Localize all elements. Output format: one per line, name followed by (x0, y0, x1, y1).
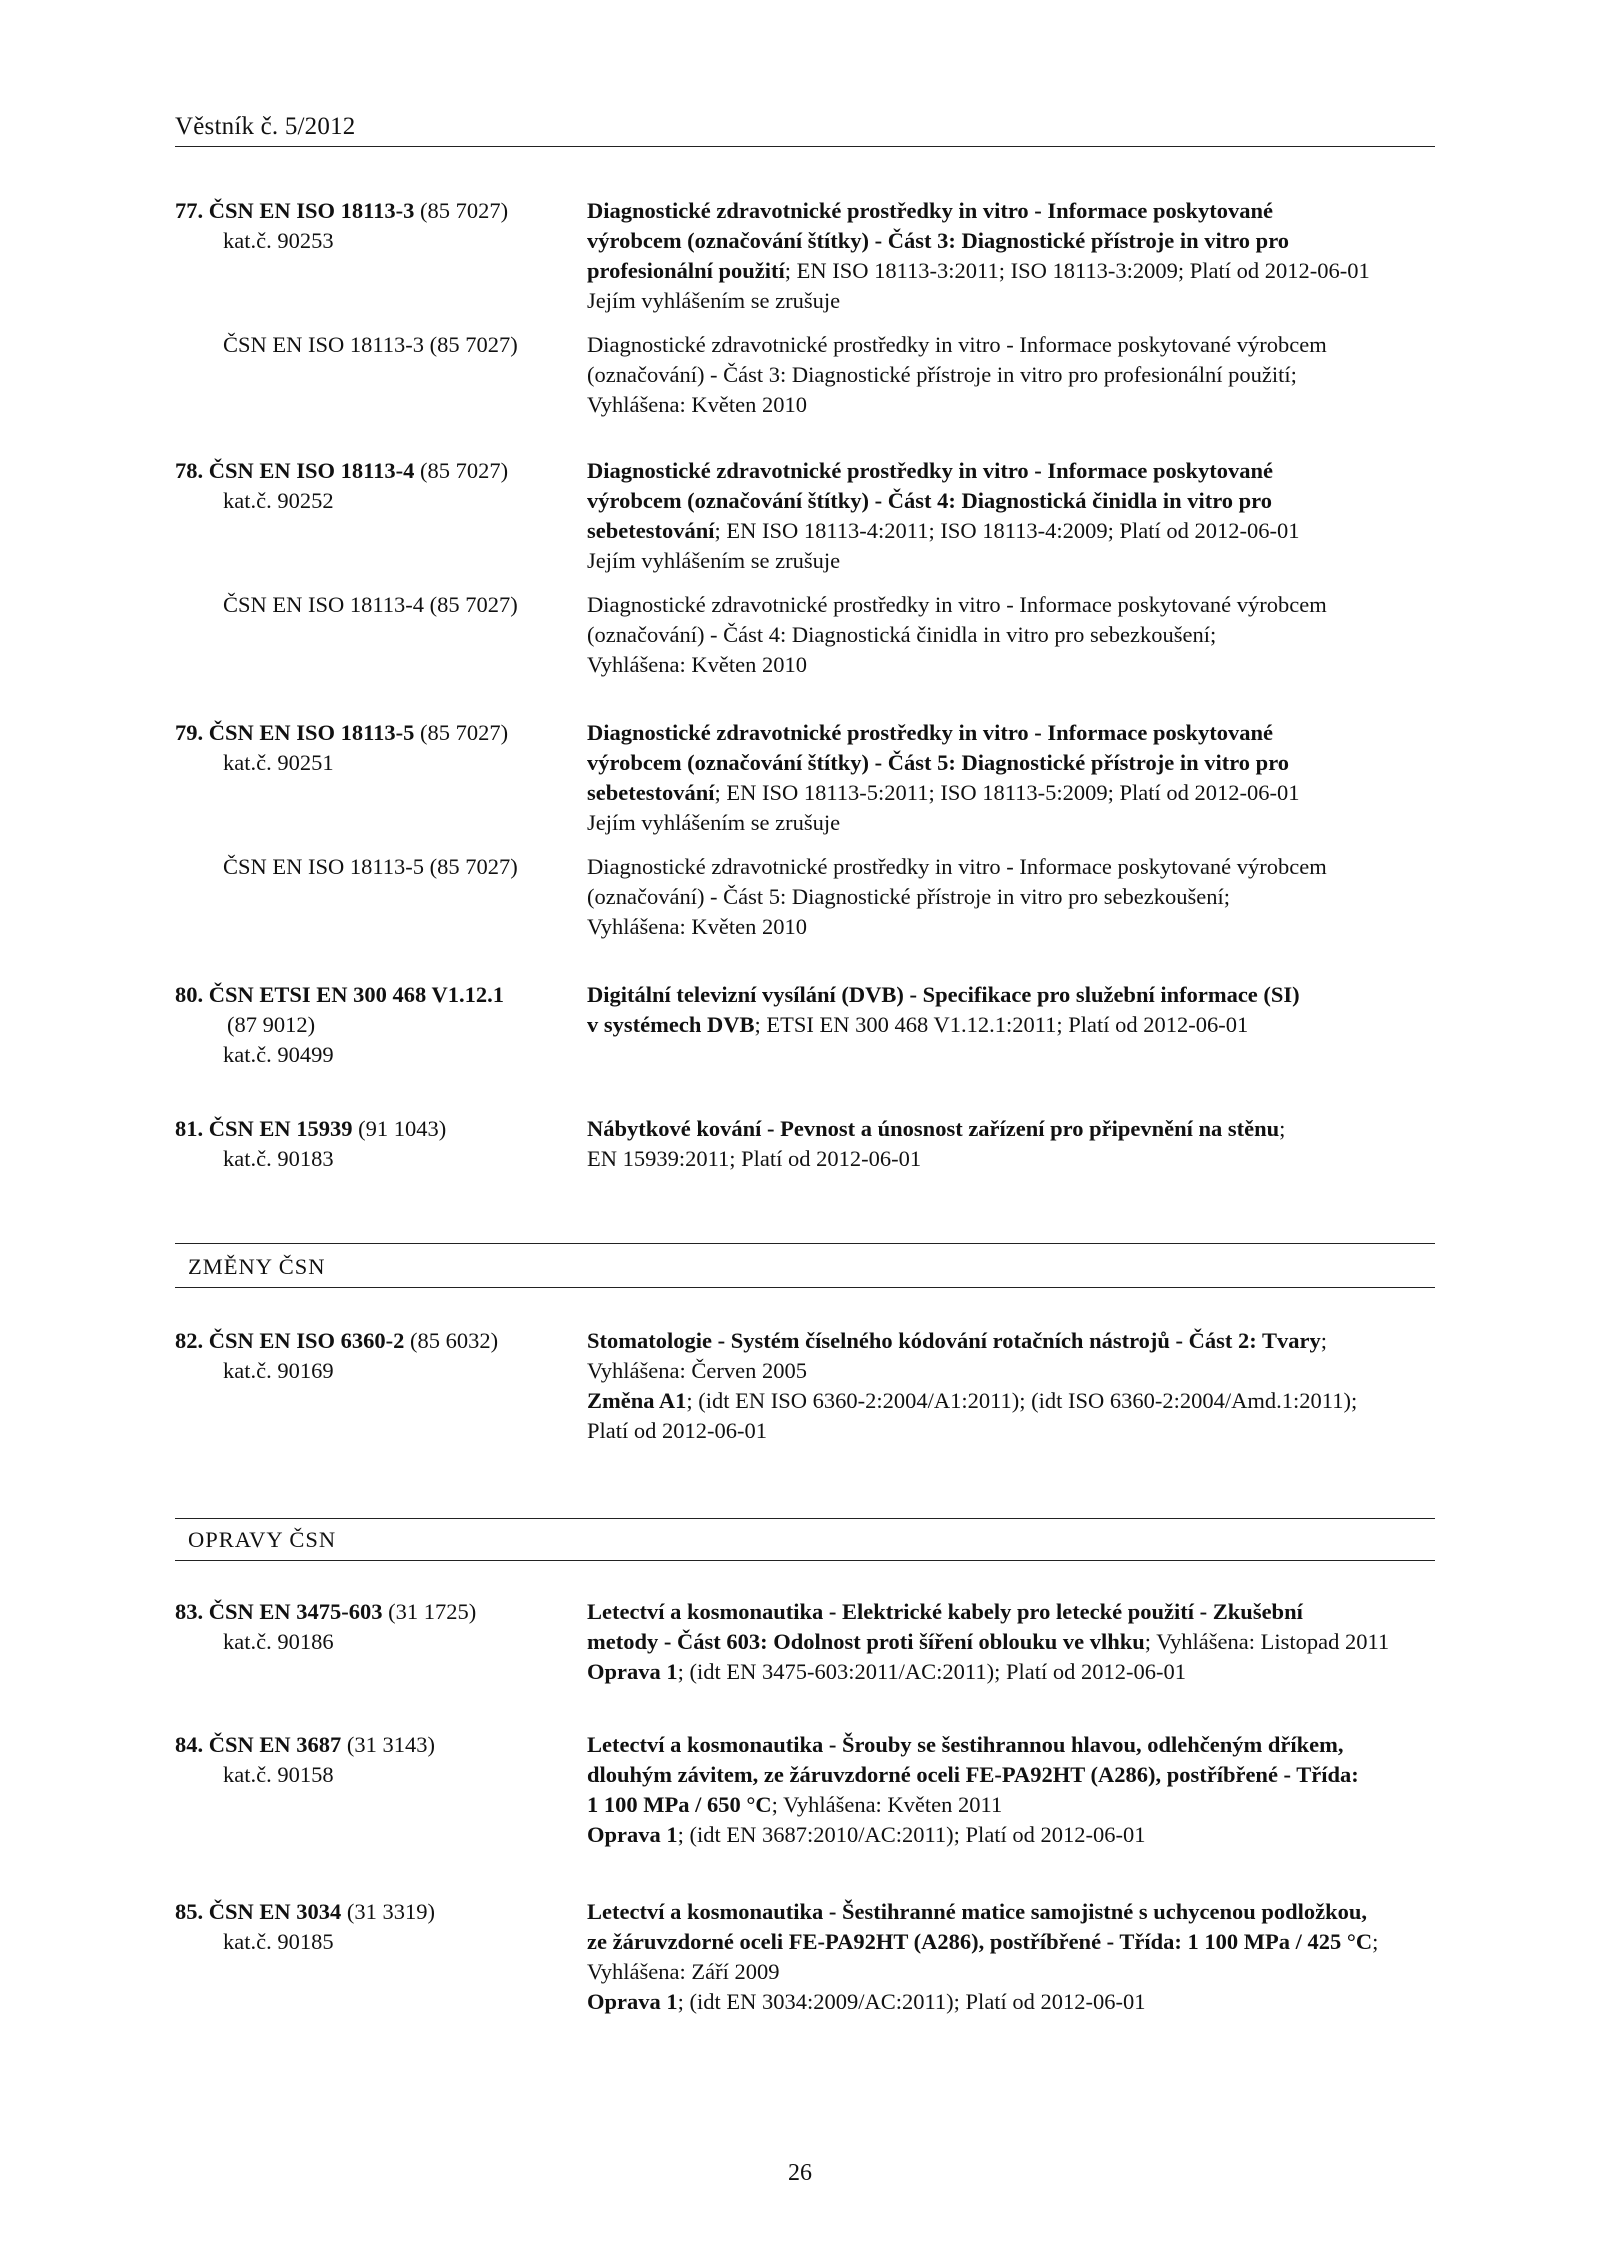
entry-number: 80. (175, 982, 204, 1007)
replaced-standard-code: ČSN EN ISO 18113-5 (85 7027) (223, 854, 518, 879)
classification-code: (85 7027) (420, 198, 509, 223)
entry-description (587, 980, 1427, 1040)
description-line: Diagnostické zdravotnické prostředky in vitro - Informace poskytované výrobcem (587, 592, 1327, 617)
entry-code-line (175, 1730, 575, 1760)
page-number: 26 (788, 2160, 812, 2186)
description-line: Vyhlášena: Květen 2010 (587, 652, 807, 677)
description-line (587, 1114, 1427, 1144)
description-line (587, 1326, 1427, 1356)
entry-identifier (175, 1730, 575, 1790)
bold-title-text: Diagnostické zdravotnické prostředky in vitro - Informace poskytované (587, 458, 1274, 483)
entry-description (587, 456, 1427, 680)
bold-title-text: metody - Část 603: Odolnost proti šíření oblouku ve vlhku (587, 1629, 1145, 1654)
description-line (587, 1416, 1427, 1446)
standard-code: ČSN EN ISO 18113-5 (208, 720, 415, 745)
description-line (587, 1144, 1427, 1174)
description-line (587, 1790, 1427, 1820)
classification-code: (85 6032) (410, 1328, 499, 1353)
catalog-number: kat.č. 90169 (223, 1358, 334, 1383)
entry-number: 84. (175, 1732, 204, 1757)
description-line (587, 226, 1427, 256)
catalog-number: kat.č. 90251 (223, 750, 334, 775)
description-line (587, 1760, 1427, 1790)
detail-text: ; EN ISO 18113-5:2011; ISO 18113-5:2009; Platí od 2012-06-01 (714, 780, 1300, 805)
catalog-number: kat.č. 90183 (223, 1146, 334, 1171)
entry-description (587, 1597, 1427, 1687)
entry-number: 83. (175, 1599, 204, 1624)
replaced-standard-code: ČSN EN ISO 18113-3 (85 7027) (223, 332, 518, 357)
description-line (587, 808, 1427, 838)
entry-description (587, 1326, 1427, 1446)
description-line (587, 196, 1427, 226)
section-title-corrections: OPRAVY ČSN (188, 1527, 337, 1552)
bold-title-text: Diagnostické zdravotnické prostředky in vitro - Informace poskytované (587, 720, 1274, 745)
classification-code: (91 1043) (358, 1116, 447, 1141)
entry-code-line (175, 718, 575, 748)
classification-code: (87 9012) (227, 1012, 316, 1037)
detail-text: ; (1372, 1929, 1379, 1954)
description-line (587, 1010, 1427, 1040)
entry-description (587, 1114, 1427, 1174)
classification-code: (31 1725) (388, 1599, 477, 1624)
standard-code: ČSN EN 3034 (208, 1899, 342, 1924)
standard-code: ČSN EN ISO 18113-4 (208, 458, 415, 483)
replaced-standard-description (587, 330, 1427, 420)
bold-title-text: sebetestování (587, 518, 715, 543)
description-line (587, 256, 1427, 286)
standard-code: ČSN EN ISO 6360-2 (208, 1328, 405, 1353)
detail-text: ; (idt EN 3687:2010/AC:2011); Platí od 2012-06-01 (677, 1822, 1146, 1847)
description-line (587, 748, 1427, 778)
description-line: (označování) - Část 5: Diagnostické přístroje in vitro pro sebezkoušení; (587, 884, 1230, 909)
detail-text: Jejím vyhlášením se zrušuje (587, 810, 841, 835)
entry-code-line (175, 1897, 575, 1927)
description-line (587, 1627, 1427, 1657)
description-line (587, 1987, 1427, 2017)
entry-description (587, 1730, 1427, 1850)
detail-text: ; (idt EN ISO 6360-2:2004/A1:2011); (idt ISO 6360-2:2004/Amd.1:2011); (686, 1388, 1358, 1413)
bold-title-text: Letectví a kosmonautika - Šrouby se šestihrannou hlavou, odlehčeným dříkem, (587, 1732, 1344, 1757)
detail-text: EN 15939:2011; Platí od 2012-06-01 (587, 1146, 922, 1171)
standard-code: ČSN EN 3475-603 (208, 1599, 383, 1624)
entry-number: 81. (175, 1116, 204, 1141)
description-line: Vyhlášena: Květen 2010 (587, 914, 807, 939)
entry-identifier (175, 196, 575, 360)
bold-title-text: Diagnostické zdravotnické prostředky in vitro - Informace poskytované (587, 198, 1274, 223)
section-rule-top (175, 1518, 1435, 1519)
description-line (587, 1957, 1427, 1987)
bold-title-text: výrobcem (označování štítky) - Část 5: Diagnostické přístroje in vitro pro (587, 750, 1290, 775)
entry-identifier (175, 1114, 575, 1174)
entry-identifier (175, 456, 575, 620)
detail-text: ; (1279, 1116, 1286, 1141)
entry-identifier (175, 980, 575, 1070)
classification-code: (85 7027) (420, 720, 509, 745)
section-title-changes: ZMĚNY ČSN (188, 1254, 326, 1279)
bold-title-text: Oprava 1 (587, 1989, 678, 2014)
description-line (587, 516, 1427, 546)
entry-code-line (175, 196, 575, 226)
classification-code: (85 7027) (420, 458, 509, 483)
description-line (587, 456, 1427, 486)
detail-text: Jejím vyhlášením se zrušuje (587, 548, 841, 573)
description-line (587, 1897, 1427, 1927)
detail-text: ; (1320, 1328, 1328, 1353)
detail-text: ; EN ISO 18113-3:2011; ISO 18113-3:2009; Platí od 2012-06-01 (784, 258, 1370, 283)
description-line (587, 1820, 1427, 1850)
entry-number: 77. (175, 198, 204, 223)
classification-code: (31 3319) (346, 1899, 436, 1924)
catalog-number: kat.č. 90253 (223, 228, 334, 253)
entry-code-line (175, 1326, 575, 1356)
detail-text: ; ETSI EN 300 468 V1.12.1:2011; Platí od 2012-06-01 (754, 1012, 1249, 1037)
bold-title-text: 1 100 MPa / 650 °C (587, 1792, 772, 1817)
bold-title-text: sebetestování (587, 780, 715, 805)
entry-identifier (175, 1897, 575, 1957)
detail-text: ; EN ISO 18113-4:2011; ISO 18113-4:2009; Platí od 2012-06-01 (714, 518, 1300, 543)
entry-number: 82. (175, 1328, 204, 1353)
entry-description (587, 196, 1427, 420)
entry-code-line (175, 980, 575, 1010)
entry-code-line (175, 1114, 575, 1144)
description-line (587, 546, 1427, 576)
description-line (587, 1356, 1427, 1386)
description-line: (označování) - Část 3: Diagnostické přístroje in vitro pro profesionální použití; (587, 362, 1297, 387)
entry-identifier (175, 1597, 575, 1657)
catalog-number: kat.č. 90499 (223, 1042, 334, 1067)
description-line: Vyhlášena: Květen 2010 (587, 392, 807, 417)
bold-title-text: Letectví a kosmonautika - Elektrické kabely pro letecké použití - Zkušební (587, 1599, 1303, 1624)
bold-title-text: ze žáruvzdorné oceli FE-PA92HT (A286), postříbřené - Třída: 1 100 MPa / 425 °C (587, 1929, 1373, 1954)
entry-code-line (175, 456, 575, 486)
bold-title-text: Změna A1 (587, 1388, 687, 1413)
entry-identifier (175, 1326, 575, 1386)
bold-title-text: dlouhým závitem, ze žáruvzdorné oceli FE-PA92HT (A286), postříbřené - Třída: (587, 1762, 1359, 1787)
description-line: Diagnostické zdravotnické prostředky in vitro - Informace poskytované výrobcem (587, 332, 1327, 357)
description-line (587, 1730, 1427, 1760)
section-rule-top (175, 1243, 1435, 1244)
replaced-standard-code: ČSN EN ISO 18113-4 (85 7027) (223, 592, 518, 617)
detail-text: Jejím vyhlášením se zrušuje (587, 288, 841, 313)
description-line: Diagnostické zdravotnické prostředky in vitro - Informace poskytované výrobcem (587, 854, 1327, 879)
description-line (587, 718, 1427, 748)
detail-text: ; (idt EN 3475-603:2011/AC:2011); Platí od 2012-06-01 (677, 1659, 1186, 1684)
standard-code: ČSN EN 3687 (208, 1732, 342, 1757)
section-rule-bottom (175, 1560, 1435, 1561)
description-line (587, 1386, 1427, 1416)
standard-code: ČSN EN 15939 (208, 1116, 353, 1141)
entry-number: 79. (175, 720, 204, 745)
replaced-standard-description (587, 590, 1427, 680)
bold-title-text: Letectví a kosmonautika - Šestihranné matice samojistné s uchycenou podložkou, (587, 1899, 1368, 1924)
catalog-number: kat.č. 90252 (223, 488, 334, 513)
entry-description (587, 1897, 1427, 2017)
page-header-title: Věstník č. 5/2012 (175, 113, 356, 140)
bold-title-text: v systémech DVB (587, 1012, 755, 1037)
detail-text: ; (idt EN 3034:2009/AC:2011); Platí od 2012-06-01 (677, 1989, 1146, 2014)
standard-code: ČSN EN ISO 18113-3 (208, 198, 415, 223)
detail-text: ; Vyhlášena: Listopad 2011 (1144, 1629, 1390, 1654)
description-line (587, 1597, 1427, 1627)
entry-code-line (175, 1597, 575, 1627)
description-line (587, 778, 1427, 808)
bold-title-text: Digitální televizní vysílání (DVB) - Specifikace pro služební informace (SI) (587, 982, 1300, 1007)
catalog-number: kat.č. 90186 (223, 1629, 334, 1654)
description-line (587, 486, 1427, 516)
classification-code: (31 3143) (346, 1732, 436, 1757)
bold-title-text: Nábytkové kování - Pevnost a únosnost zařízení pro připevnění na stěnu (587, 1116, 1280, 1141)
description-line (587, 980, 1427, 1010)
section-rule-bottom (175, 1287, 1435, 1288)
bold-title-text: Oprava 1 (587, 1659, 678, 1684)
header-rule (175, 146, 1435, 147)
classification-line (175, 1010, 575, 1040)
bold-title-text: výrobcem (označování štítky) - Část 4: Diagnostická činidla in vitro pro (587, 488, 1272, 513)
bold-title-text: Stomatologie - Systém číselného kódování rotačních nástrojů - Část 2: Tvary (587, 1328, 1321, 1353)
detail-text: Vyhlášena: Září 2009 (587, 1959, 780, 1984)
entry-number: 78. (175, 458, 204, 483)
detail-text: ; Vyhlášena: Květen 2011 (771, 1792, 1003, 1817)
entry-identifier (175, 718, 575, 882)
description-line (587, 286, 1427, 316)
description-line: (označování) - Část 4: Diagnostická činidla in vitro pro sebezkoušení; (587, 622, 1217, 647)
bold-title-text: výrobcem (označování štítky) - Část 3: Diagnostické přístroje in vitro pro (587, 228, 1290, 253)
description-line (587, 1927, 1427, 1957)
bold-title-text: Oprava 1 (587, 1822, 678, 1847)
standard-code: ČSN ETSI EN 300 468 V1.12.1 (208, 982, 505, 1007)
catalog-number: kat.č. 90185 (223, 1929, 334, 1954)
detail-text: Platí od 2012-06-01 (587, 1418, 767, 1443)
description-line (587, 1657, 1427, 1687)
detail-text: Vyhlášena: Červen 2005 (587, 1358, 807, 1383)
entry-description (587, 718, 1427, 942)
catalog-number: kat.č. 90158 (223, 1762, 334, 1787)
replaced-standard-description (587, 852, 1427, 942)
entry-number: 85. (175, 1899, 204, 1924)
bold-title-text: profesionální použití (587, 258, 785, 283)
